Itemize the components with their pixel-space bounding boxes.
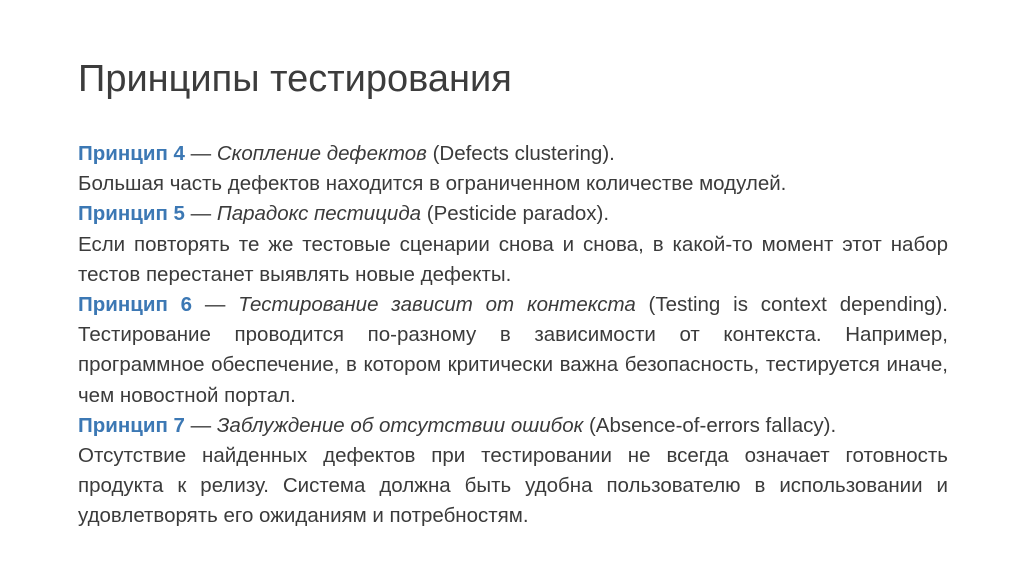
principle-6-label: Принцип 6 (78, 293, 193, 317)
principle-5-label: Принцип 5 (78, 202, 185, 226)
principle-5-description: Если повторять те же тестовые сценарии снова и снова, в какой-то момент этот набор тестов перестанет выявлять новые дефекты. (78, 232, 948, 286)
principle-6-dash: — (192, 293, 239, 317)
principle-7-description: Отсутствие найденных дефектов при тестировании не всегда означает готовность продукта к релизу. Система должна быть удобна пользователю в использовании и удовлетворять его ожиданиям и потребностям. (78, 444, 948, 528)
principle-7-heading (78, 411, 948, 441)
principle-7-name: Заблуждение об отсутствии ошибок (216, 413, 584, 437)
principle-6-paragraph (78, 290, 948, 411)
slide-title: Принципы тестирования (78, 58, 512, 100)
principle-4-dash: — (184, 142, 217, 165)
principle-4-label: Принцип 4 (78, 142, 185, 165)
principle-7-dash: — (184, 413, 217, 437)
principle-6-description: Тестирование проводится по-разному в зависимости от контекста. Например, программное обеспечение, в котором критически важна безопасность, тестируется иначе, чем новостной портал. (78, 323, 948, 407)
principle-4-english: (Defects clustering). (426, 142, 615, 165)
principle-7-english: (Absence-of-errors fallacy). (583, 413, 837, 437)
principle-6-name: Тестирование зависит от контекста (238, 293, 636, 317)
principle-4-heading (78, 139, 948, 169)
principle-5-heading (78, 199, 948, 229)
principle-5-name: Парадокс пестицида (216, 202, 422, 226)
principle-6-english: (Testing is context depending). (635, 293, 948, 317)
principle-5-english: (Pesticide paradox). (421, 202, 610, 226)
principle-5-dash: — (184, 202, 217, 226)
principle-7-label: Принцип 7 (78, 413, 185, 437)
principle-4-description: Большая часть дефектов находится в ограниченном количестве модулей. (78, 172, 787, 196)
principle-4-name: Скопление дефектов (216, 142, 427, 165)
slide-body (78, 139, 948, 532)
